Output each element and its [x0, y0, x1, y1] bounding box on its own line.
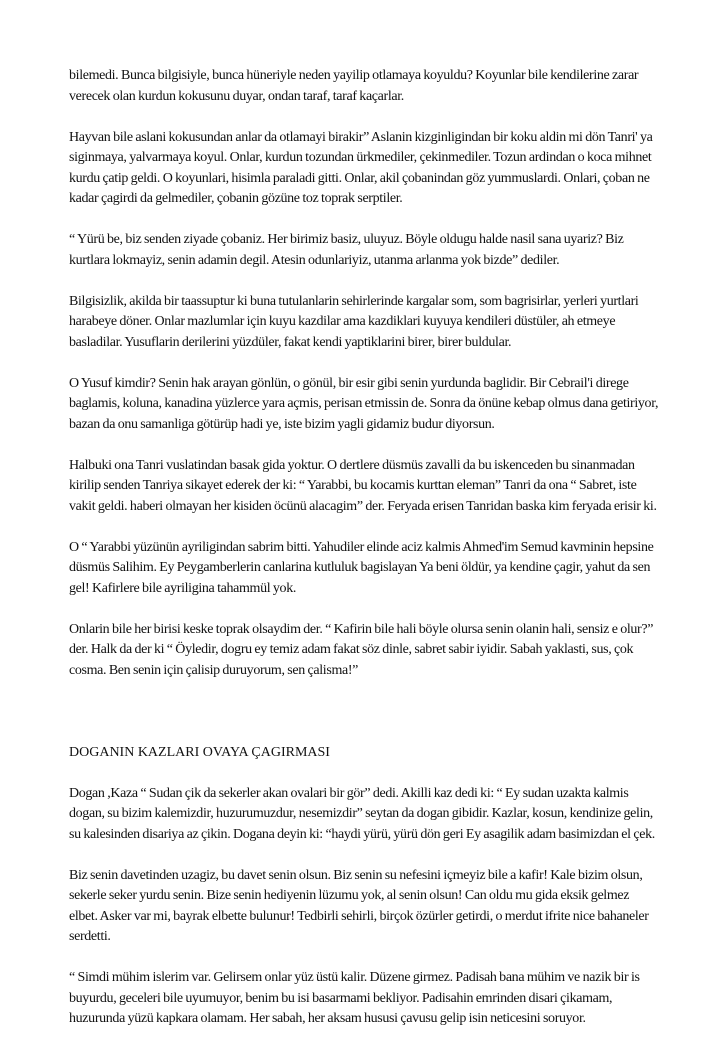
document-page — [69, 66, 659, 1050]
paragraph: O “ Yarabbi yüzünün ayriligindan sabrim bitti. Yahudiler elinde aciz kalmis Ahmed'im Semud kavminin hepsine düsmüs Salihim. Ey Peygamberlerin canlarina kutluluk bagislayan Ya beni öldür, ya kendine çagir, yahut da sen gel! Kafirlere bile ayriligina tahammül yok. — [69, 539, 654, 596]
paragraph: O Yusuf kimdir? Senin hak arayan gönlün, o gönül, bir esir gibi senin yurdunda baglidir. Bir Cebrail'i direge baglamis, koluna, kanadina yüzlerce yara açmis, perisan etmissin de. Sonra da önüne kebap olmus dana getiriyor, bazan da onu samanliga götürüp hadi ye, iste bizim yagli gidamiz budur diyorsun. — [69, 375, 659, 432]
paragraph: Halbuki ona Tanri vuslatindan basak gida yoktur. O dertlere düsmüs zavalli da bu iskenceden bu sinanmadan kirilip senden Tanriya sikayet ederek der ki: “ Yarabbi, bu kocamis kurttan eleman” Tanri da ona “ Sabret, iste vakit geldi. haberi olmayan her kisiden öcünü alacagim” der. Feryada erisen Tanridan baska kim feryada erisir ki. — [69, 457, 657, 514]
paragraph: Bilgisizlik, akilda bir taassuptur ki buna tutulanlarin sehirlerinde kargalar som, som bagrisirlar, yerleri yurtlari harabeye döner. Onlar mazlumlar için kuyu kazdilar ama kazdiklari kuyuya kendileri düstüler, ah etmeye basladilar. Yusuflarin derilerini yüzdüler, fakat kendi yaptiklarini birer, birer buldular. — [69, 293, 639, 350]
section-heading: DOGANIN KAZLARI OVAYA ÇAGIRMASI — [69, 744, 330, 760]
paragraph: Hayvan bile aslani kokusundan anlar da otlamayi birakir” Aslanin kizginligindan bir koku aldin mi dön Tanri' ya siginmaya, yalvarmaya koyul. Onlar, kurdun tozundan ürkmediler, çekinmediler. Tozun ardindan o koca mihnet kurdu çatip geldi. O koyunlari, hisimla paraladi gitti. Onlar, akil çobanindan göz yummuslardi. Onlari, çoban ne kadar çagirdi da gelmediler, çobanin gözüne toz toprak serptiler. — [69, 129, 653, 206]
paragraph: Biz senin davetinden uzagiz, bu davet senin olsun. Biz senin su nefesini içmeyiz bile a kafir! Kale bizim olsun, sekerle seker yurdu senin. Bize senin hediyenin lüzumu yok, al senin olsun! Can oldu mu gida eksik gelmez elbet. Asker var mi, bayrak elbette bulunur! Tedbirli sehirli, birçok özürler getirdi, o merdut ifrite nice bahaneler serdetti. — [69, 867, 649, 944]
section-spacer — [69, 702, 659, 743]
paragraph: bilemedi. Bunca bilgisiyle, bunca hüneriyle neden yayilip otlamaya koyuldu? Koyunlar bile kendilerine zarar verecek olan kurdun kokusunu duyar, ondan taraf, taraf kaçarlar. — [69, 68, 639, 104]
paragraph: Dogan ,Kaza “ Sudan çik da sekerler akan ovalari bir gör” dedi. Akilli kaz dedi ki: “ Ey sudan uzakta kalmis dogan, su bizim kalemizdir, huzurumuzdur, nesemizdir” seytan da dogan gibidir. Kazlar, kosun, kendinize gelin, su kalesinden disariya az çikin. Dogana deyin ki: “haydi yürü, yürü dön geri Ey asagilik adam basimizdan el çek. — [69, 785, 655, 842]
paragraph: “ Simdi mühim islerim var. Gelirsem onlar yüz üstü kalir. Düzene girmez. Padisah bana mühim ve nazik bir is buyurdu, geceleri bile uyumuyor, benim bu isi basarmami bekliyor. Padisahin emrinden disari çikamam, huzurunda yüzü kapkara olamam. Her sabah, her aksam hususi çavusu gelip isin neticesini soruyor. — [69, 970, 640, 1026]
paragraph: “ Yürü be, biz senden ziyade çobaniz. Her birimiz basiz, uluyuz. Böyle oldugu halde nasil sana uyariz? Biz kurtlara lokmayiz, senin adamin degil. Atesin odunlariyiz, utanma arlanma yok bizde” dediler. — [69, 232, 624, 268]
paragraph: Onlarin bile her birisi keske toprak olsaydim der. “ Kafirin bile hali böyle olursa senin olanin hali, sensiz e olur?” der. Halk da der ki “ Öyledir, dogru ey temiz adam fakat söz dinle, sabret sabir iyidir. Sabah yaklasti, sus, çok cosma. Ben senin için çalisip duruyorum, sen çalisma!” — [69, 621, 654, 678]
